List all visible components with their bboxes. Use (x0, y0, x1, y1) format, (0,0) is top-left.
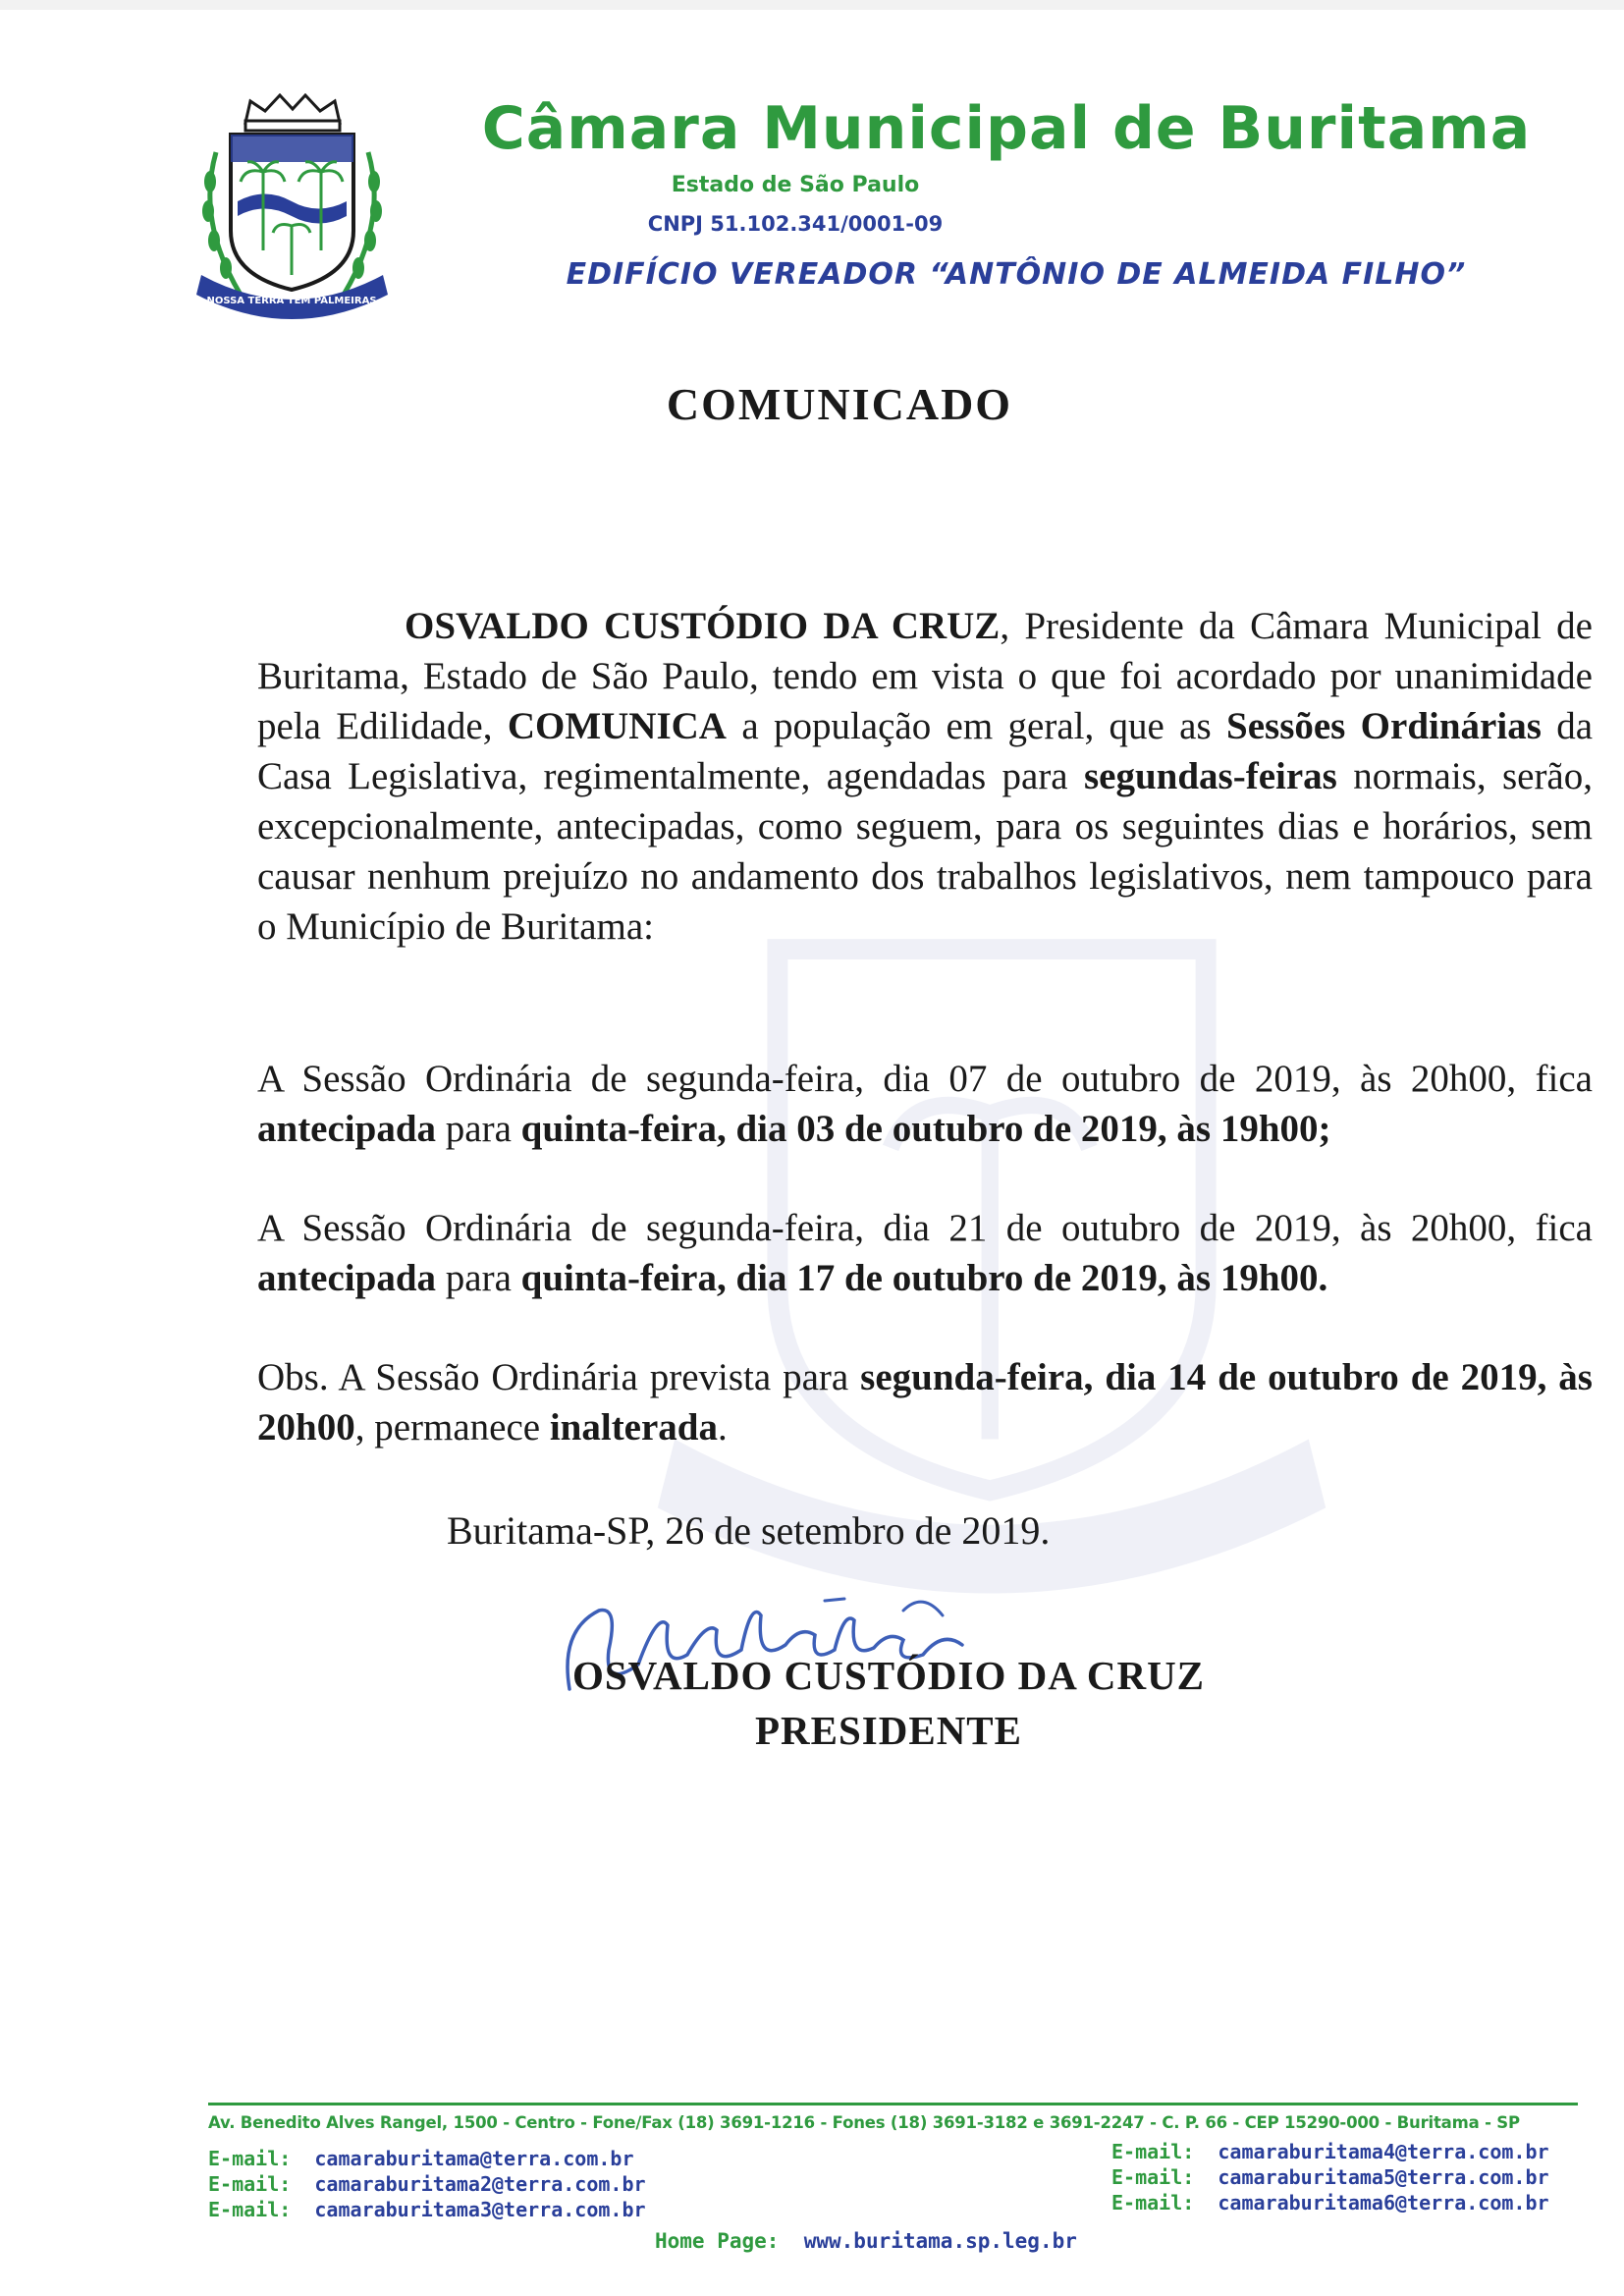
crest-motto: NOSSA TERRA TEM PALMEIRAS (206, 296, 377, 306)
state-name: Estado de São Paulo (671, 173, 920, 197)
email-label: E-mail: (1111, 2191, 1195, 2214)
email-link[interactable]: camaraburitama5@terra.com.br (1218, 2165, 1549, 2189)
antecipada-keyword: antecipada (257, 1257, 437, 1299)
signer-name: OSVALDO CUSTÓDIO DA CRUZ (571, 1653, 1206, 1698)
footer-divider (208, 2103, 1578, 2105)
footer-emails-left (208, 2146, 646, 2222)
paragraph-announcement (257, 601, 1593, 952)
paragraph-observation (257, 1352, 1593, 1452)
email-link[interactable]: camaraburitama6@terra.com.br (1218, 2191, 1549, 2214)
segundas-keyword: segundas-feiras (1083, 755, 1337, 797)
email-label: E-mail: (208, 2172, 292, 2196)
homepage-label: Home Page: (655, 2229, 780, 2253)
municipal-crest-logo (187, 93, 398, 324)
email-row (208, 2146, 646, 2171)
email-row (1111, 2190, 1549, 2215)
inalterada-keyword: inalterada (549, 1406, 718, 1449)
new-session-date: quinta-feira, dia 17 de outubro de 2019, às 19h00. (520, 1257, 1328, 1299)
email-label: E-mail: (208, 2198, 292, 2221)
paragraph-text: a população em geral, que as (726, 705, 1227, 747)
antecipada-keyword: antecipada (257, 1108, 437, 1150)
sessoes-keyword: Sessões Ordinárias (1226, 705, 1542, 747)
unchanged-session-date: segunda-feira, dia 14 de outubro de 2019, às 20h00 (257, 1356, 1593, 1449)
paragraph-text: , Presidente da Câmara Municipal de Buritama, Estado de São Paulo, tendo em vista o que foi acordado por unanimidade pela Edilidade, (257, 605, 1593, 747)
footer-homepage (655, 2229, 1077, 2253)
email-label: E-mail: (1111, 2140, 1195, 2163)
paragraph-session-1 (257, 1054, 1593, 1154)
document-title: COMUNICADO (666, 379, 1013, 429)
paragraph-text: , permanece (354, 1406, 550, 1449)
footer-address: Av. Benedito Alves Rangel, 1500 - Centro - Fone/Fax (18) 3691-1216 - Fones (18) 3691-3182 e 3691-2247 - C. P. 66 - CEP 15290-000 - Buritama - SP (208, 2113, 1520, 2132)
email-label: E-mail: (208, 2147, 292, 2170)
new-session-date: quinta-feira, dia 03 de outubro de 2019, às 19h00; (520, 1108, 1331, 1150)
paragraph-text: A Sessão Ordinária de segunda-feira, dia 21 de outubro de 2019, às 20h00, fica (257, 1207, 1593, 1249)
paragraph-text: A Sessão Ordinária de segunda-feira, dia 07 de outubro de 2019, às 20h00, fica (257, 1058, 1593, 1100)
email-row (208, 2197, 646, 2222)
email-row (1111, 2139, 1549, 2164)
email-row (1111, 2164, 1549, 2190)
paragraph-text: da Casa Legislativa, regimentalmente, agendadas para (257, 705, 1594, 797)
email-link[interactable]: camaraburitama4@terra.com.br (1218, 2140, 1549, 2163)
email-link[interactable]: camaraburitama2@terra.com.br (314, 2172, 646, 2196)
president-name: OSVALDO CUSTÓDIO DA CRUZ (405, 605, 1001, 647)
email-label: E-mail: (1111, 2165, 1195, 2189)
paragraph-text: normais, serão, excepcionalmente, antecipadas, como seguem, para os seguintes dias e horários, sem causar nenhum prejuízo no andamento dos trabalhos legislativos, nem tampouco para o Município de Buritama: (257, 755, 1593, 948)
paragraph-text: Obs. A Sessão Ordinária prevista para (257, 1356, 861, 1398)
email-row (208, 2171, 646, 2197)
paragraph-text: para (436, 1257, 521, 1299)
email-link[interactable]: camaraburitama@terra.com.br (314, 2147, 634, 2170)
cnpj-number: CNPJ 51.102.341/0001-09 (647, 212, 944, 236)
comunica-keyword: COMUNICA (507, 705, 727, 747)
institution-name: Câmara Municipal de Buritama (481, 94, 1532, 163)
signer-role: PRESIDENTE (754, 1708, 1022, 1753)
homepage-link[interactable]: www.buritama.sp.leg.br (803, 2229, 1077, 2253)
email-link[interactable]: camaraburitama3@terra.com.br (314, 2198, 646, 2221)
place-and-date: Buritama-SP, 26 de setembro de 2019. (447, 1508, 1051, 1553)
footer-emails-right (1111, 2139, 1549, 2215)
page-top-edge (0, 0, 1624, 10)
paragraph-session-2 (257, 1203, 1593, 1303)
paragraph-text: para (436, 1108, 521, 1150)
paragraph-text: . (718, 1406, 728, 1449)
building-name: EDIFÍCIO VEREADOR “ANTÔNIO DE ALMEIDA FILHO” (566, 257, 1467, 292)
